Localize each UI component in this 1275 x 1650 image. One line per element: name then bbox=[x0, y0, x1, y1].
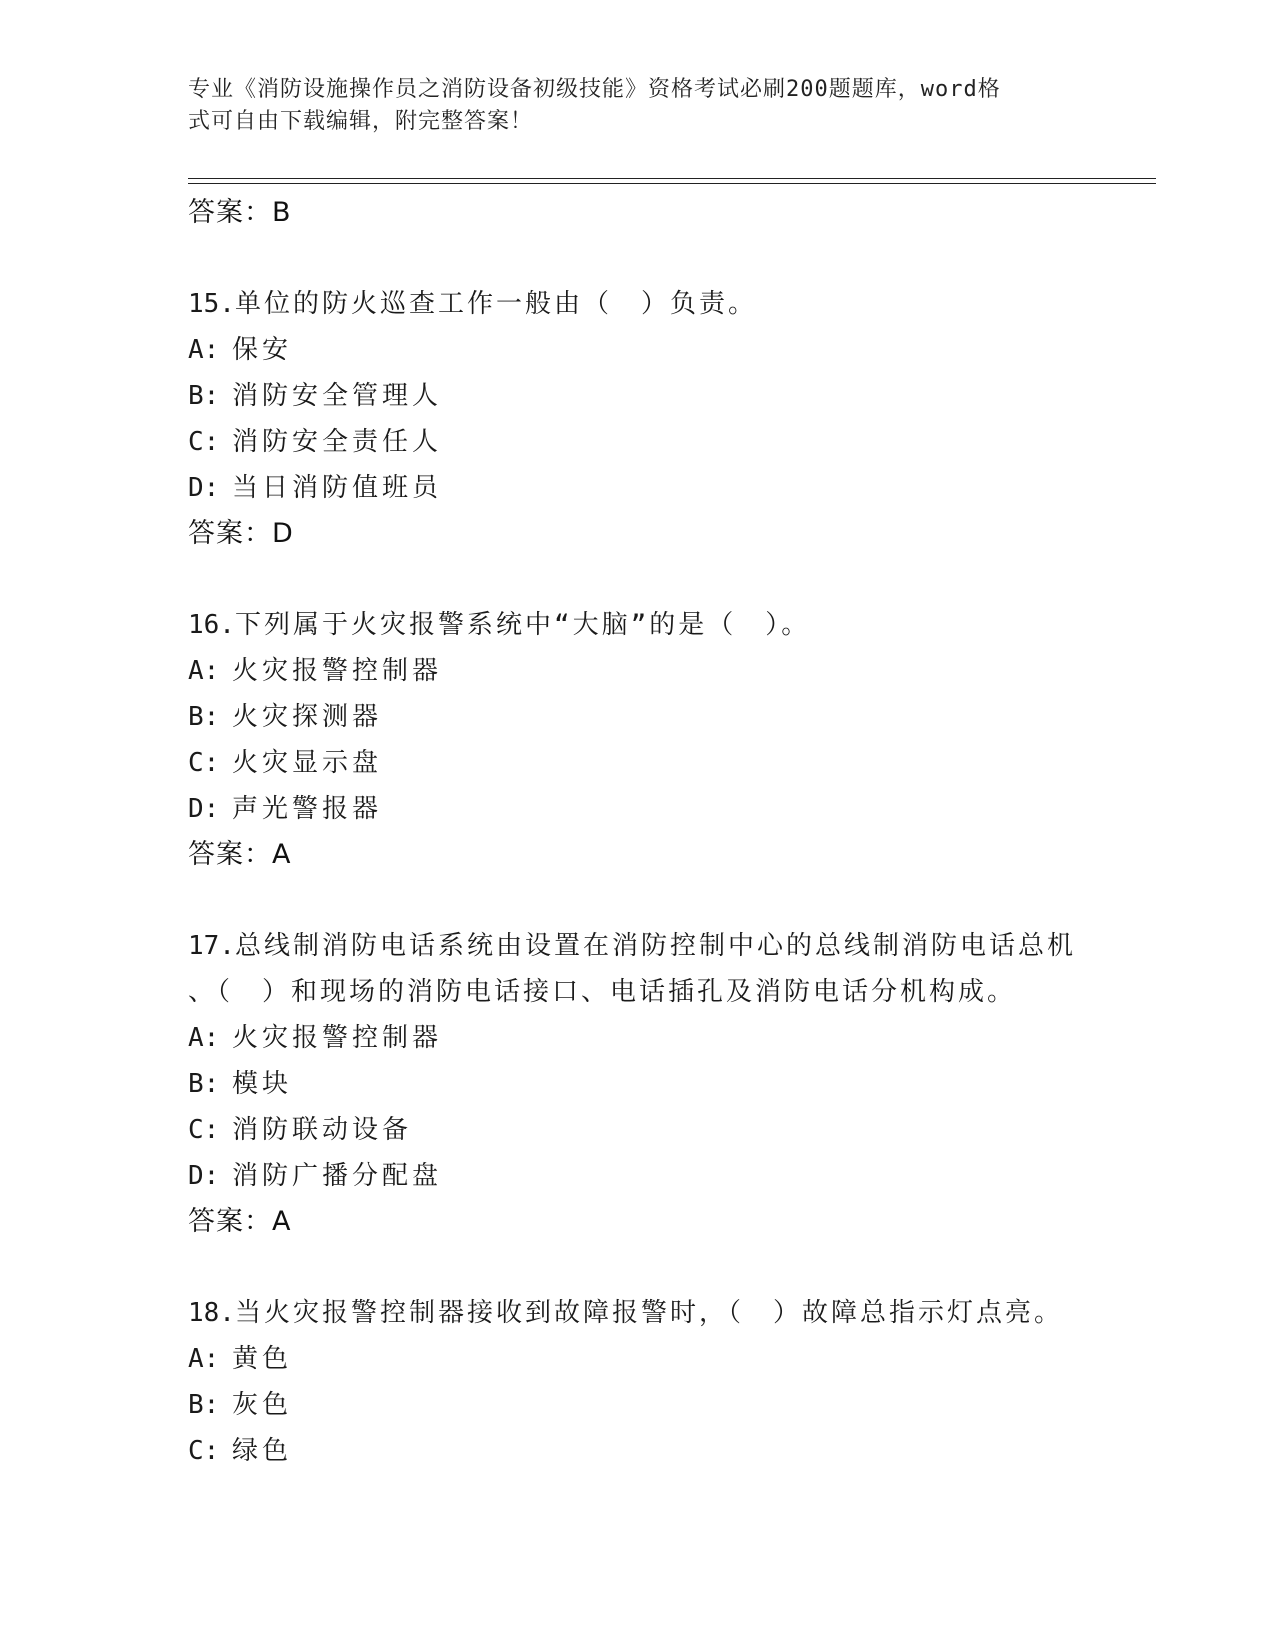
answer-prefix: 答案： bbox=[188, 518, 272, 549]
answer-option bbox=[188, 648, 1088, 694]
question-text: 总线制消防电话系统由设置在消防控制中心的总线制消防电话总机 bbox=[234, 931, 1076, 961]
question-block bbox=[188, 1290, 1088, 1474]
answer-value: A bbox=[272, 839, 292, 870]
option-text: 火灾报警控制器 bbox=[232, 656, 443, 686]
option-letter: D: bbox=[188, 473, 220, 503]
answer-option bbox=[188, 786, 1088, 832]
answer-option bbox=[188, 694, 1088, 740]
answer-option bbox=[188, 1336, 1088, 1382]
question-stem-line bbox=[188, 281, 1088, 327]
question-number: 16. bbox=[188, 610, 235, 640]
question-number: 17. bbox=[188, 931, 235, 961]
option-letter: C: bbox=[188, 748, 220, 778]
option-letter: D: bbox=[188, 1161, 220, 1191]
option-text: 消防广播分配盘 bbox=[232, 1161, 443, 1191]
question-text: 当火灾报警控制器接收到故障报警时，（ ）故障总指示灯点亮。 bbox=[234, 1298, 1063, 1328]
answer-value: D bbox=[272, 518, 294, 549]
option-letter: C: bbox=[188, 1436, 220, 1466]
option-letter: C: bbox=[188, 1115, 220, 1145]
answer-option bbox=[188, 327, 1088, 373]
question-answer bbox=[188, 832, 1088, 878]
question-stem-line bbox=[188, 1290, 1088, 1336]
option-letter: A: bbox=[188, 1023, 220, 1053]
option-letter: C: bbox=[188, 427, 220, 457]
header-divider-bottom bbox=[188, 183, 1156, 184]
question-block bbox=[188, 602, 1088, 878]
option-letter: A: bbox=[188, 335, 220, 365]
answer-option bbox=[188, 1382, 1088, 1428]
option-letter: B: bbox=[188, 1069, 220, 1099]
option-text: 消防安全管理人 bbox=[232, 381, 443, 411]
question-number: 18. bbox=[188, 1298, 235, 1328]
option-text: 火灾报警控制器 bbox=[232, 1023, 443, 1053]
option-text: 保安 bbox=[232, 335, 293, 365]
question-stem-line bbox=[188, 969, 1088, 1015]
answer-option bbox=[188, 373, 1088, 419]
document-header bbox=[188, 74, 1068, 138]
header-line-1: 专业《消防设施操作员之消防设备初级技能》资格考试必刷200题题库，word格 bbox=[188, 77, 1001, 102]
answer-value: A bbox=[272, 1206, 292, 1237]
option-letter: D: bbox=[188, 794, 220, 824]
question-block bbox=[188, 923, 1088, 1245]
answer-prefix: 答案： bbox=[188, 839, 272, 870]
question-list bbox=[188, 190, 1088, 1474]
question-text: 单位的防火巡查工作一般由（ ）负责。 bbox=[234, 289, 757, 319]
answer-option bbox=[188, 1015, 1088, 1061]
option-letter: B: bbox=[188, 702, 220, 732]
question-answer bbox=[188, 1199, 1088, 1245]
header-divider-top bbox=[188, 178, 1156, 179]
answer-option bbox=[188, 740, 1088, 786]
answer-option bbox=[188, 465, 1088, 511]
option-letter: A: bbox=[188, 1344, 220, 1374]
answer-option bbox=[188, 1428, 1088, 1474]
question-block bbox=[188, 281, 1088, 557]
question-spacer bbox=[188, 236, 1088, 281]
answer-option bbox=[188, 1153, 1088, 1199]
question-number: 15. bbox=[188, 289, 235, 319]
option-text: 消防安全责任人 bbox=[232, 427, 443, 457]
option-text: 绿色 bbox=[232, 1436, 293, 1466]
header-line-2: 式可自由下载编辑，附完整答案！ bbox=[188, 109, 534, 134]
question-text: 下列属于火灾报警系统中“大脑”的是（ ）。 bbox=[234, 610, 811, 640]
option-letter: B: bbox=[188, 1390, 220, 1420]
option-text: 消防联动设备 bbox=[232, 1115, 413, 1145]
answer-prefix: 答案： bbox=[188, 1206, 272, 1237]
question-stem-line bbox=[188, 923, 1088, 969]
option-text: 当日消防值班员 bbox=[232, 473, 443, 503]
question-spacer bbox=[188, 557, 1088, 602]
answer-option bbox=[188, 419, 1088, 465]
option-text: 火灾探测器 bbox=[232, 702, 383, 732]
answer-option bbox=[188, 1107, 1088, 1153]
previous-answer bbox=[188, 190, 1088, 236]
question-text: 、（ ）和现场的消防电话接口、电话插孔及消防电话分机构成。 bbox=[188, 977, 1017, 1007]
question-spacer bbox=[188, 1245, 1088, 1290]
answer-prefix: 答案： bbox=[188, 197, 272, 228]
question-answer bbox=[188, 511, 1088, 557]
option-letter: B: bbox=[188, 381, 220, 411]
option-text: 声光警报器 bbox=[232, 794, 383, 824]
option-text: 模块 bbox=[232, 1069, 293, 1099]
option-text: 火灾显示盘 bbox=[232, 748, 383, 778]
option-text: 黄色 bbox=[232, 1344, 293, 1374]
option-text: 灰色 bbox=[232, 1390, 293, 1420]
answer-option bbox=[188, 1061, 1088, 1107]
question-stem-line bbox=[188, 602, 1088, 648]
question-spacer bbox=[188, 878, 1088, 923]
answer-value: B bbox=[272, 197, 292, 228]
option-letter: A: bbox=[188, 656, 220, 686]
